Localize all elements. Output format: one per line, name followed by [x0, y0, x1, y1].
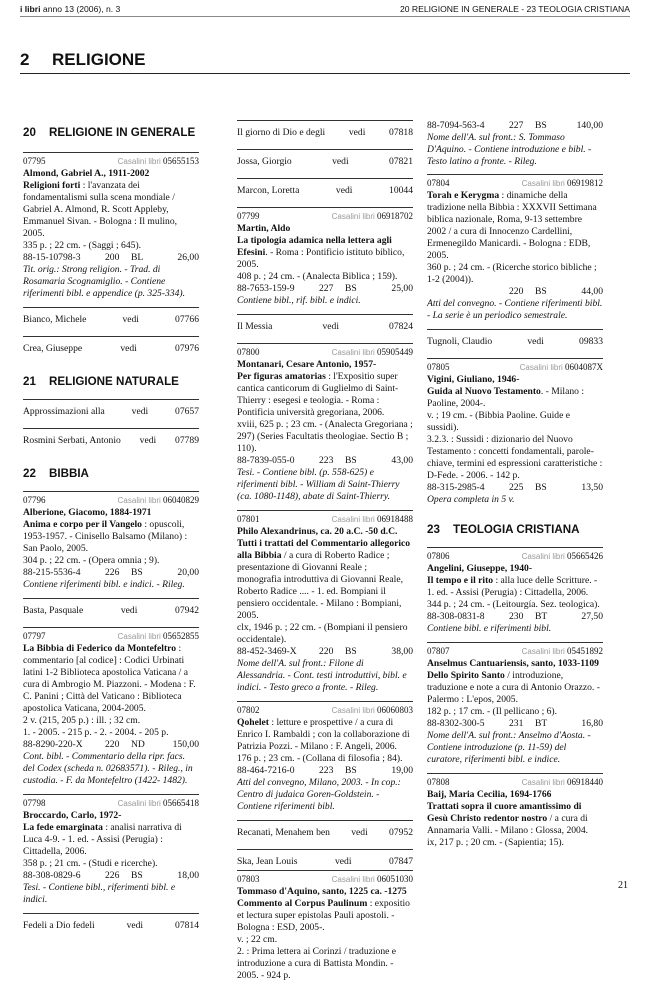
catalog-entry: 07808 Casalini libri 06918440 Baij, Maria Cecilia, 1694-1766 Trattati sopra il cuore amantissimo di Gesù Christo redentor nostro / a cura di Annamaria Valli. - Milano : Glossa, 2004. ix, 217 p. ; 20 cm. - (Sapientia; 15).: [427, 773, 603, 849]
catalog-entry: 07795 Casalini libri 05655153 Almond, Gabriel A., 1911-2002 Religioni forti : l'avanzata dei fondamentalismi sulla scena mondiale / Gabriel A. Almond, R. Scott Appleby, Emmanuel Sivan. - Bologna : Il mulino, 2005. 335 p. ; 22 cm. - (Saggi ; 645). 88-15-10798-3 200 BL 26,00 Tit. orig.: Strong religion. - Trad. di Rosamaria Scognamiglio. - Contiene riferimenti bibl. e appendice (p. 325-334).: [23, 152, 199, 300]
section-heading: 22 BIBBIA: [23, 467, 89, 480]
cross-reference: Tugnoli, Claudio vedi 09833: [427, 329, 603, 358]
catalog-entry: 07798 Casalini libri 05665418 Broccardo, Carlo, 1972- La fede emarginata : analisi narrativa di Luca 4-9. - 1. ed. - Assisi (Perugia) : Cittadella, 2006. 358 p. ; 21 cm. - (Studi e ricerche). 88-308-0829-6 226 BS 18,00 Tesi. - Contiene bibl., riferimenti bibl. e indici.: [23, 794, 199, 906]
catalog-entry: 07800 Casalini libri 05905449 Montanari, Cesare Antonio, 1957- Per figuras amatorias : l'Expositio super cantica canticorum di Guglielmo di Saint-Thierry : esegesi e teologia. - Roma : Pontificia università gregoriana, 2006. xviii, 625 p. ; 23 cm. - (Analecta Gregoriana ; 297) (Series Facultatis theologiae. Sectio B ; 110). 88-7839-055-0 223 BS 43,00 Tesi. - Contiene bibl. (p. 558-625) e riferimenti bibl. - William di Saint-Thierry (ca. 1080-1148), abate di Saint-Thierry.: [237, 343, 413, 503]
section-heading: 23 TEOLOGIA CRISTIANA: [427, 523, 580, 536]
catalog-entry: 07796 Casalini libri 06040829 Alberione, Giacomo, 1884-1971 Anima e corpo per il Vangelo : opuscoli, 1953-1957. - Cinisello Balsamo (Milano) : San Paolo, 2005. 304 p. ; 22 cm. - (Opera omnia ; 9). 88-215-5536-4 226 BS 20,00 Contiene riferimenti bibl. e indici. - Rileg.: [23, 491, 199, 591]
cross-reference: Basta, Pasquale vedi 07942: [23, 598, 199, 627]
cross-reference: Crea, Giuseppe vedi 07976: [23, 336, 199, 365]
entry-continuation: 88-7094-563-4 227 BS 140,00 Nome dell'A. sul front.: S. Tommaso D'Aquino. - Contiene introduzione e bibl. - Testo latino a fronte. - Rileg.: [427, 120, 603, 167]
running-header-right: 20 RELIGIONE IN GENERALE - 23 TEOLOGIA CRISTIANA: [399, 4, 630, 14]
section-heading: 20 RELIGIONE IN GENERALE: [23, 126, 196, 139]
section-heading: 21 RELIGIONE NATURALE: [23, 375, 179, 388]
column-1: [23, 126, 199, 942]
cross-reference: Rosmini Serbati, Antonio vedi 07789: [23, 428, 199, 457]
cross-reference: Fedeli a Dio fedeli vedi 07814: [23, 913, 199, 942]
catalog-entry: 07807 Casalini libri 05451892 Anselmus Cantuariensis, santo, 1033-1109 Dello Spirito Santo / introduzione, traduzione e note a cura di Antonio Orazzo. - Palermo : L'epos, 2005. 182 p. ; 17 cm. - (Il pellicano ; 6). 88-8302-300-5 231 BT 16,80 Nome dell'A. sul front.: Anselmo d'Aosta. - Contiene introduzione (p. 11-59) del curatore, riferimenti bibl. e indice.: [427, 642, 603, 766]
catalog-entry: 07806 Casalini libri 05665426 Angelini, Giuseppe, 1940- Il tempo e il rito : alla luce delle Scritture. - 1. ed. - Assisi (Perugia) : Cittadella, 2006. 344 p. ; 24 cm. - (Leitourgía. Sez. teologica). 88-308-0831-8 230 BT 27,50 Contiene bibl. e riferimenti bibl.: [427, 547, 603, 635]
cross-reference: Recanati, Menahem ben vedi 07952: [237, 820, 413, 849]
cross-reference: Approssimazioni alla vedi 07657: [23, 399, 199, 428]
chapter-rule: [20, 73, 630, 74]
catalog-entry: 07804 Casalini libri 06919812 Torah e Kerygma : dinamiche della tradizione nella Bibbia : XXXVII Settimana biblica nazionale, Roma, 9-13 settembre 2002 / a cura di Innocenzo Cardellini, Ermenegildo Manicardi. - Bologna : EDB, 2005. 360 p. ; 24 cm. - (Ricerche storico bibliche ; 1-2 (2004)). 220 BS 44,00 Atti del convegno. - Contiene riferimenti bibl. - La serie è un periodico semestrale.: [427, 174, 603, 322]
column-2: [237, 120, 413, 989]
cross-reference: Bianco, Michele vedi 07766: [23, 307, 199, 336]
catalog-entry: 07805 Casalini libri 0604087X Vigini, Giuliano, 1946- Guida al Nuovo Testamento. - Milano : Paoline, 2004-. v. ; 19 cm. - (Bibbia Paoline. Guide e sussidi). 3.2.3. : Sussidi : dizionario del Nuovo Testamento : concetti fondamentali, parole-chiave, termini ed espressioni caratteristiche : D-Fede. - 2006. - 142 p. 88-315-2985-4 225 BS 13,50 Opera completa in 5 v.: [427, 358, 603, 506]
catalog-entry: 07802 Casalini libri 06060803 Qohelet : letture e prospettive / a cura di Enrico I. Rambaldi ; con la collaborazione di Patrizia Pozzi. - Milano : F. Angeli, 2006. 176 p. ; 23 cm. - (Collana di filosofia ; 84). 88-464-7216-0 223 BS 19,00 Atti del convegno, Milano, 2003. - In cop.: Centro di judaica Goren-Goldstein. - Contiene riferimenti bibl.: [237, 701, 413, 813]
catalog-entry: 07801 Casalini libri 06918488 Philo Alexandrinus, ca. 20 a.C. -50 d.C. Tutti i trattati del Commentario allegorico alla Bibbia / a cura di Roberto Radice ; presentazione di Giovanni Reale ; monografia introduttiva di Giovanni Reale, Roberto Radice .... - 1. ed. Bompiani il pensiero occidentale. - Milano : Bompiani, 2005. clx, 1946 p. ; 22 cm. - (Bompiani il pensiero occidentale). 88-452-3469-X 220 BS 38,00 Nome dell'A. sul front.: Filone di Alessandria. - Cont. testi introduttivi, bibl. e indici. - Testo greco a fronte. - Rileg.: [237, 510, 413, 694]
cross-reference: Marcon, Loretta vedi 10044: [237, 178, 413, 207]
header-rule: [20, 16, 630, 17]
cross-reference: Il giorno di Dio e degli vedi 07818: [237, 120, 413, 149]
cross-reference: Ska, Jean Louis vedi 07847: [237, 849, 413, 878]
catalog-entry: 07797 Casalini libri 05652855 La Bibbia di Federico da Montefeltro : commentario [al codice] : Codici Urbinati latini 1-2 Biblioteca apostolica Vaticana / a cura di Ambrogio M. Piazzoni. - Modena : F. C. Panini ; Città del Vaticano : Biblioteca apostolica Vaticana, 2004-2005. 2 v. (215, 205 p.) : ill. ; 32 cm. 1. - 2005. - 215 p. - 2. - 2004. - 205 p. 88-8290-220-X 220 ND 150,00 Cont. bibl. - Commentario della ripr. facs. del Codex (scheda n. 02683571). - Rileg., in custodia. - F. da Montefeltro (1422- 1482).: [23, 627, 199, 787]
column-3: [427, 120, 603, 856]
cross-reference: Jossa, Giorgio vedi 07821: [237, 149, 413, 178]
catalog-entry: 07803 Casalini libri 06051030 Tommaso d'Aquino, santo, 1225 ca. -1275 Commento al Corpus Paulinum : expositio et lectura super epistolas Pauli apostoli. - Bologna : ESD, 2005-. v. ; 22 cm. 2. : Prima lettera ai Corinzi / traduzione e introduzione a cura di Battista Mondin. - 2005. - 924 p.: [237, 870, 413, 982]
cross-reference: Il Messia vedi 07824: [237, 314, 413, 343]
chapter-heading: 2 RELIGIONE: [20, 50, 146, 69]
catalog-entry: 07799 Casalini libri 06918702 Martin, Aldo La tipologia adamica nella lettera agli Efesini. - Roma : Pontificio istituto biblico, 2005. 408 p. ; 24 cm. - (Analecta Biblica ; 159). 88-7653-159-9 227 BS 25,00 Contiene bibl., rif. bibl. e indici.: [237, 207, 413, 307]
running-header-left: i libri anno 13 (2006), n. 3: [20, 4, 121, 14]
page-number: 21: [618, 880, 628, 891]
